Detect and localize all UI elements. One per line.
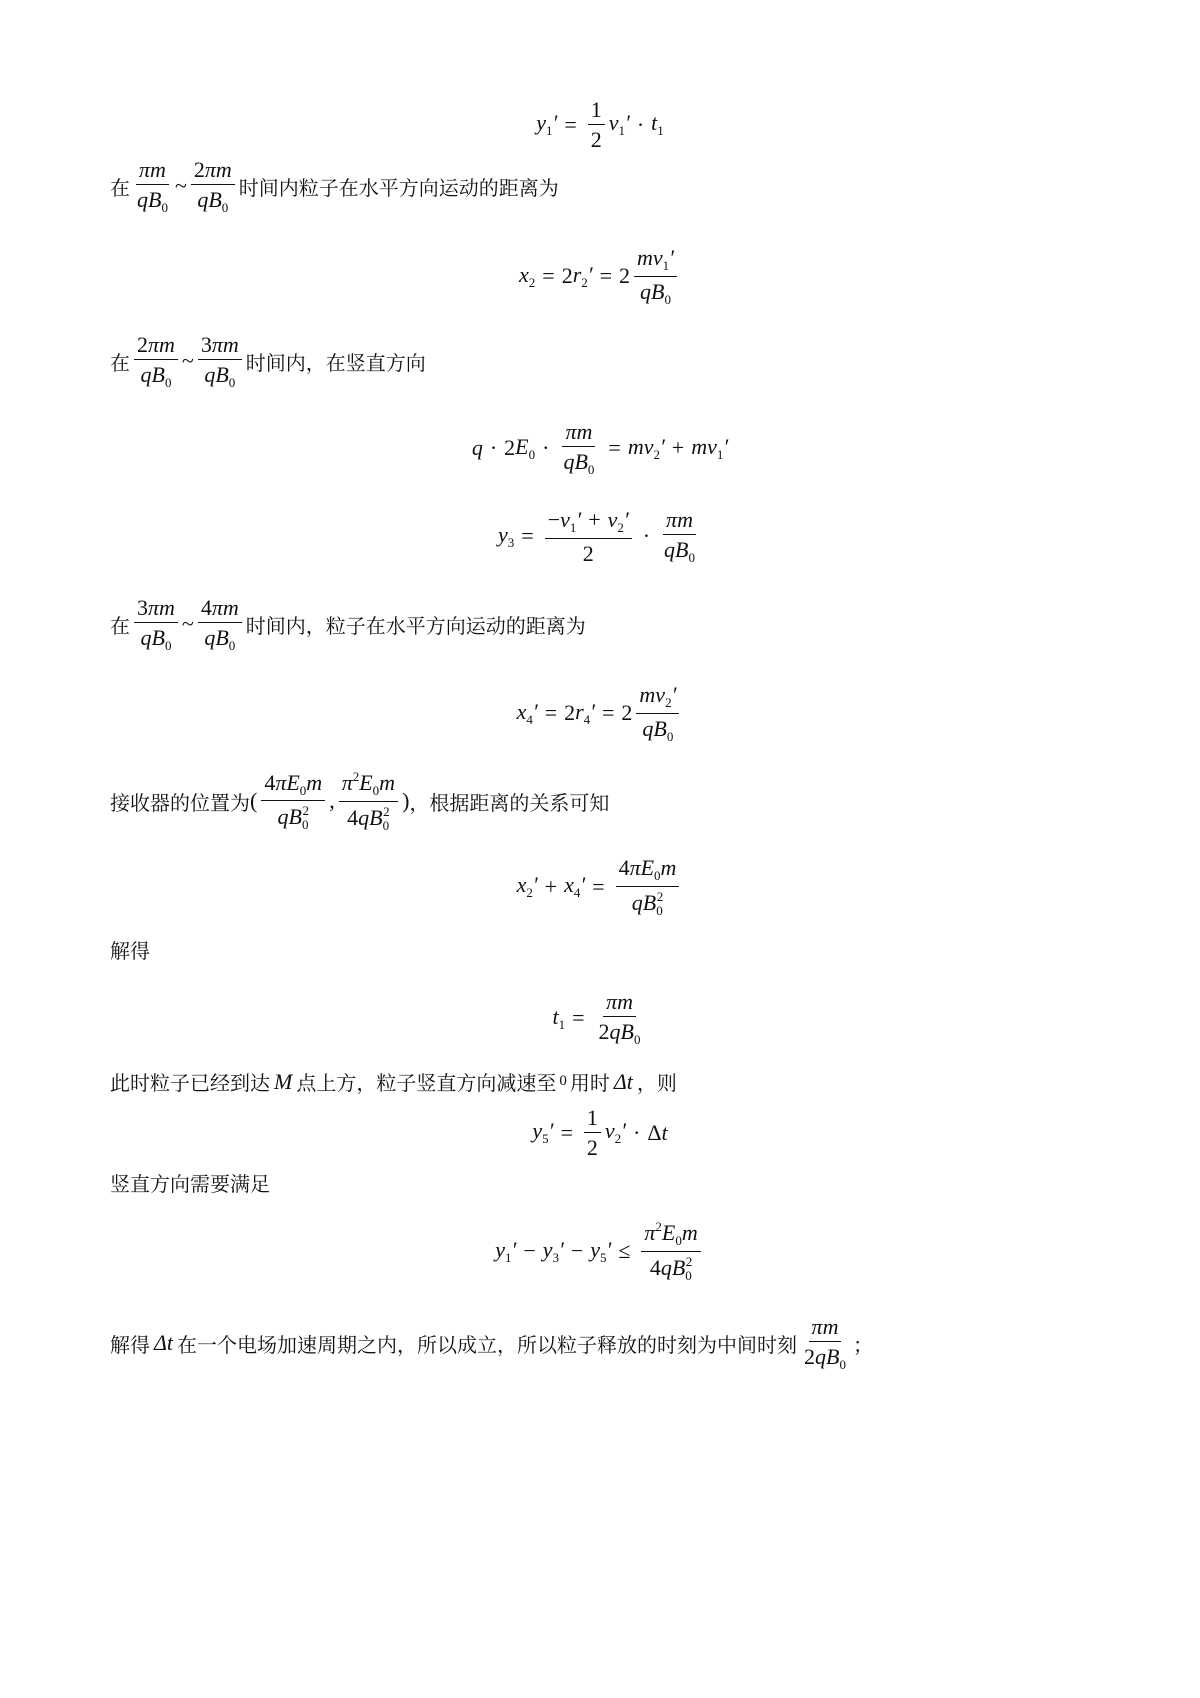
equation-x2: $x_2$ = 2 $r_2'$ = 2 $\frac{mv_1'}{qB_0}$ <box>0 246 1200 306</box>
paragraph-interval-1: 在 $\frac{\pi m}{qB_0}$ ~ $\frac{2\pi m}{qB_0}$ 时间内粒子在水平方向运动的距离为 <box>110 157 559 216</box>
paragraph-receiver-position: 接收器的位置为 ( $\frac{4\pi E_0m}{qB_0^2}$ , $\frac{\pi^2E_0m}{4qB_0^2}$ ) ，根据距离的关系可知 <box>110 769 610 833</box>
equation-momentum: q · 2 $E_0$ · $\frac{\pi m}{qB_0}$ = $mv_2'$ + $mv_1'$ <box>471 419 729 478</box>
paragraph-interval-2: 在 $\frac{2\pi m}{qB_0}$ ~ $\frac{3\pi m}{qB_0}$ 时间内，在竖直方向 <box>110 332 426 391</box>
equation-y3: $y_3$ = $\frac{-v_1' + v_2'}{2}$ · $\frac{\pi m}{qB_0}$ <box>498 507 695 566</box>
paragraph-conclusion: 解得 Δt 在一个电场加速周期之内，所以成立，所以粒子释放的时刻为中间时刻 $\frac{\pi m}{2qB_0}$ ； <box>110 1314 873 1373</box>
paragraph-interval-3: 在 $\frac{3\pi m}{qB_0}$ ~ $\frac{4\pi m}{qB_0}$ 时间内，粒子在水平方向运动的距离为 <box>110 595 586 654</box>
equation-y5: $y_5'$ = $\frac{1}{2}$ $v_2'$ · Δ t <box>532 1105 668 1161</box>
equation-y1: $y_1'$ = $\frac{1}{2}$ $v_1'$ · $t_1$ <box>536 97 664 153</box>
paragraph-vertical-condition: 竖直方向需要满足 <box>110 1172 270 1196</box>
paragraph-solve: 解得 <box>110 939 150 963</box>
equation-distance-sum: $x_2'$ + $x_4'$ = $\frac{4\pi E_0m}{qB_0^2}$ <box>0 856 1200 917</box>
equation-t1: $t_1$ = $\frac{\pi m}{2qB_0}$ <box>552 989 641 1048</box>
paragraph-decelerate: 此时粒子已经到达 M 点上方，粒子竖直方向减速至 0 用时 Δt ，则 <box>110 1068 677 1095</box>
equation-inequality: $y_1'$ − $y_3'$ − $y_5'$ ≤ $\frac{\pi^2E_0m}{4qB_0^2}$ <box>0 1220 1200 1282</box>
equation-x4: $x_4'$ = 2 $r_4'$ = 2 $\frac{mv_2'}{qB_0}$ <box>0 683 1200 743</box>
